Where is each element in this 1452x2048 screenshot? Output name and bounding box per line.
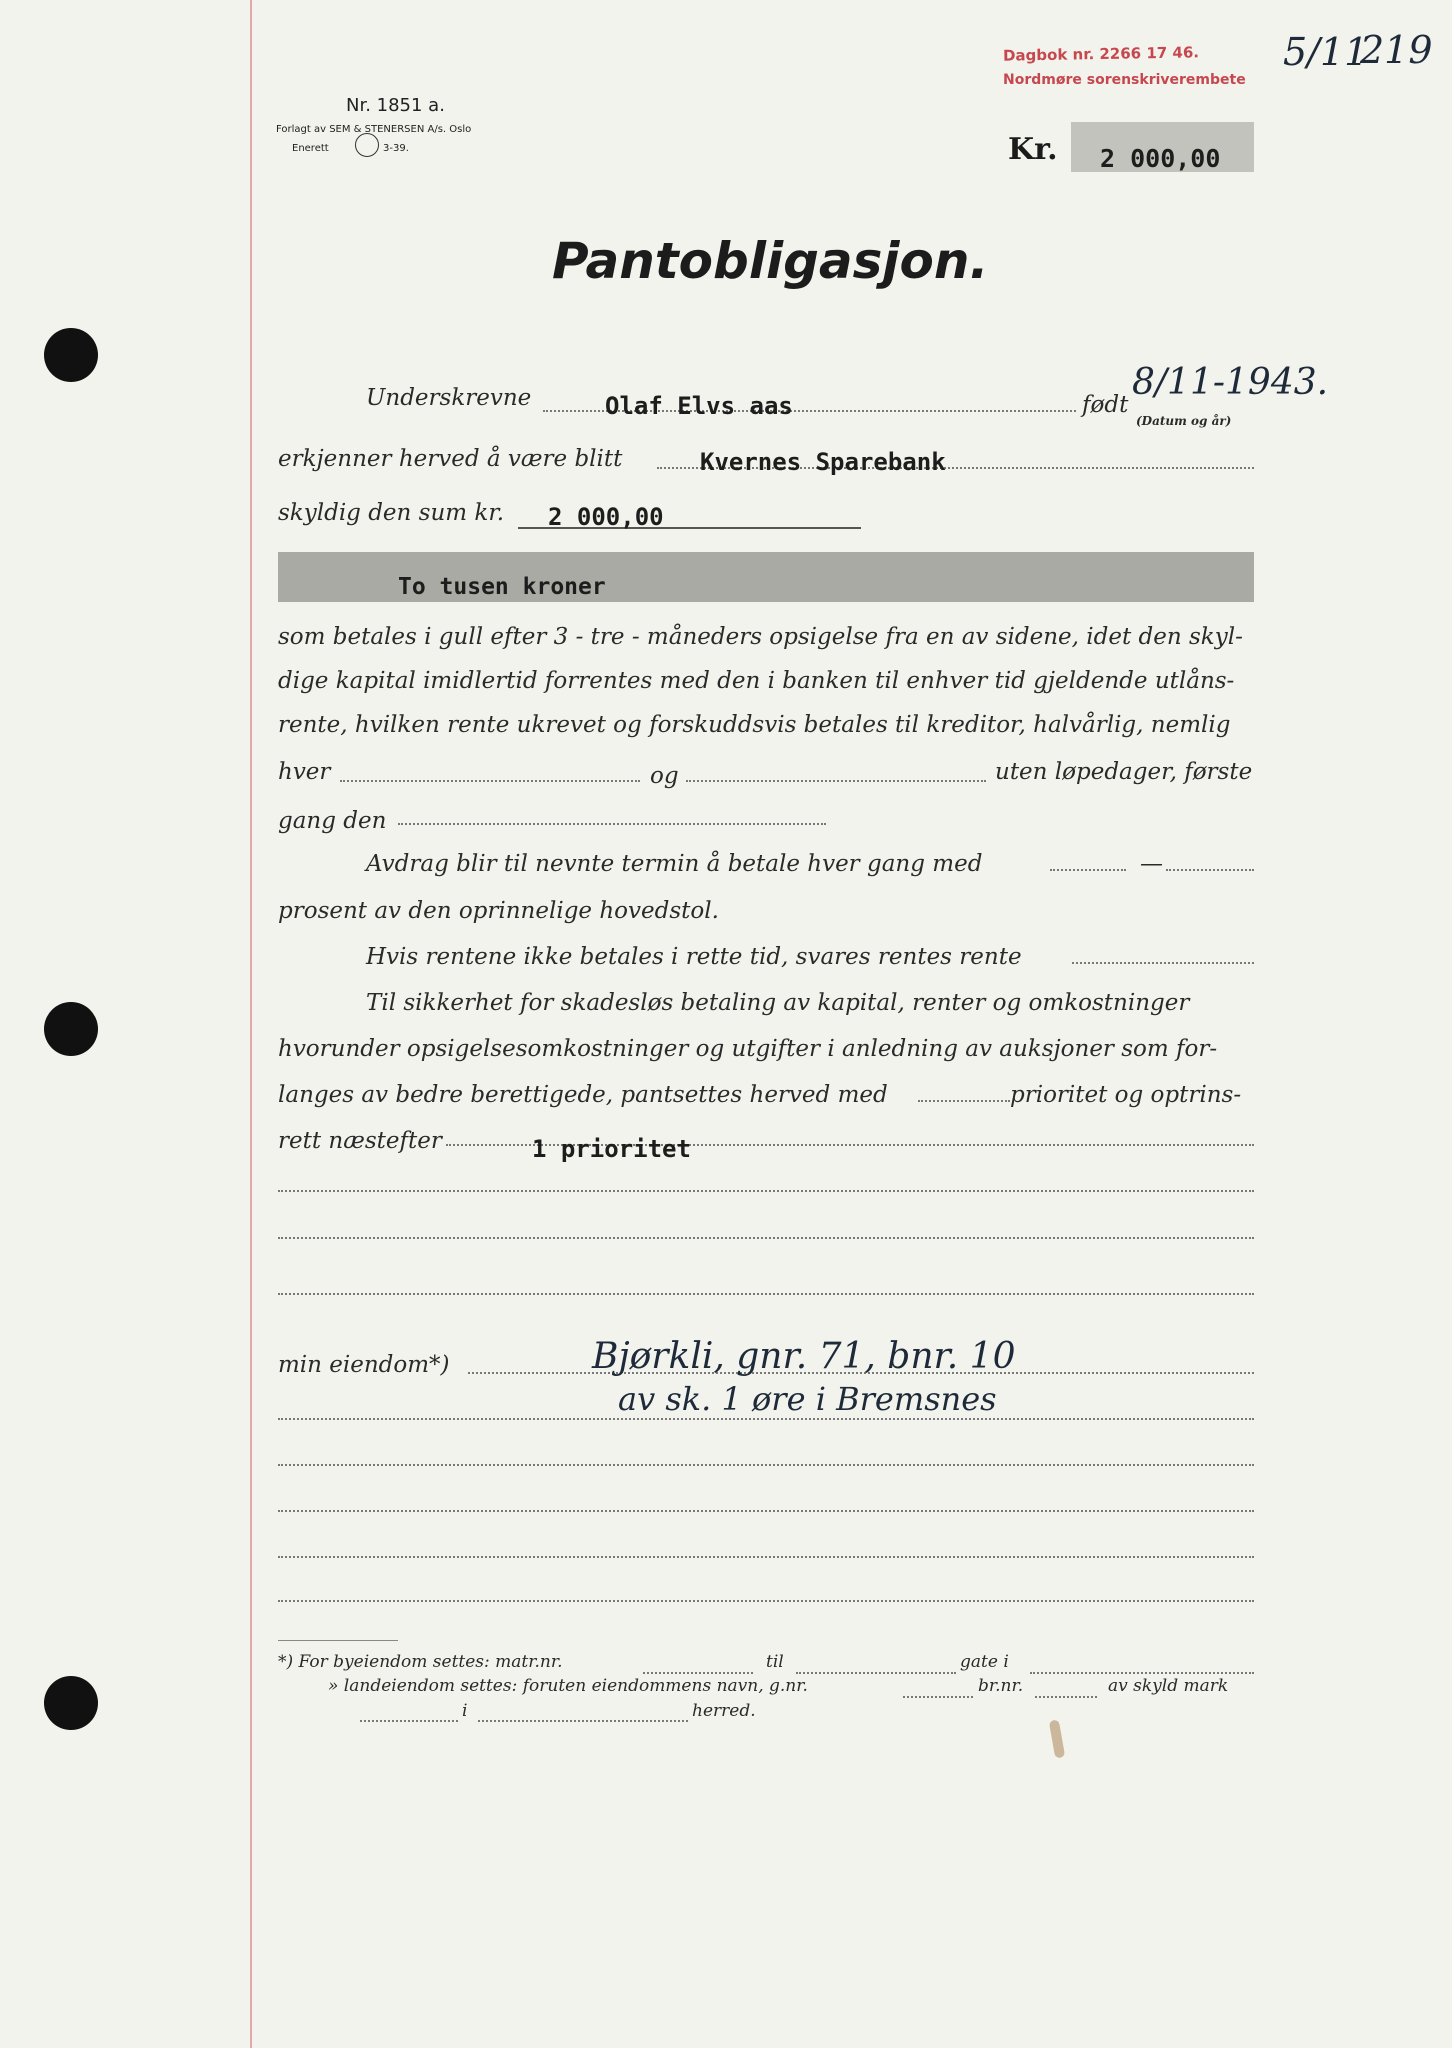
punch-hole bbox=[44, 1002, 98, 1056]
creditor-label: erkjenner herved å være blitt bbox=[278, 446, 623, 472]
sum-value: 2 000,00 bbox=[548, 503, 664, 531]
avdrag-line bbox=[1050, 869, 1126, 871]
blank-line bbox=[278, 1600, 1254, 1602]
footnote-line-2c: av skyld mark bbox=[1108, 1676, 1229, 1696]
amount-label: Kr. bbox=[1008, 132, 1058, 167]
security-line-3: langes av bedre berettigede, pantsettes herved med bbox=[278, 1082, 888, 1108]
footnote-dots bbox=[360, 1720, 458, 1722]
registration-stamp-number: Dagbok nr. 2266 17 46. bbox=[1002, 43, 1200, 65]
blank-line bbox=[278, 1237, 1254, 1239]
footnote-dots bbox=[796, 1672, 956, 1674]
stamp-handwritten-date: 5/11 bbox=[1283, 30, 1369, 74]
born-label: født bbox=[1082, 392, 1129, 418]
renter-text: Hvis rentene ikke betales i rette tid, svares rentes rente bbox=[366, 944, 1022, 970]
undersigned-label: Underskrevne bbox=[366, 385, 532, 411]
registration-stamp-office: Nordmøre sorenskriverembete bbox=[1003, 72, 1246, 88]
blank-line bbox=[278, 1464, 1254, 1466]
footnote-line-1a: *) For byeiendom settes: matr.nr. bbox=[278, 1652, 563, 1672]
renter-line bbox=[1072, 962, 1254, 964]
footnote-line-1c: gate i bbox=[960, 1652, 1009, 1672]
og-label: og bbox=[650, 763, 679, 789]
footnote-dots bbox=[478, 1720, 688, 1722]
terms-line-1: som betales i gull efter 3 - tre - måneders opsigelse fra en av sidene, idet den skyl- bbox=[278, 624, 1243, 650]
publisher-date: 3-39. bbox=[383, 143, 409, 154]
property-line-2 bbox=[278, 1418, 1254, 1420]
blank-line bbox=[278, 1293, 1254, 1295]
born-value: 8/11-1943. bbox=[1132, 362, 1329, 403]
publisher-logo bbox=[355, 133, 379, 157]
sum-words: To tusen kroner bbox=[398, 574, 606, 600]
security-line-1: Til sikkerhet for skadesløs betaling av kapital, renter og omkostninger bbox=[366, 990, 1190, 1016]
document-title: Pantobligasjon. bbox=[552, 232, 989, 290]
punch-hole bbox=[44, 1676, 98, 1730]
priority-blank-line bbox=[918, 1100, 1010, 1102]
terms-line-3: rente, hvilken rente ukrevet og forskuddsvis betales til kreditor, halvårlig, nemlig bbox=[278, 712, 1231, 738]
gang-line bbox=[398, 823, 826, 825]
footnote-line-3b: herred. bbox=[692, 1701, 756, 1721]
uten-label: uten løpedager, første bbox=[995, 759, 1253, 785]
priority-value: 1 prioritet bbox=[532, 1135, 691, 1163]
footnote-dots bbox=[643, 1672, 753, 1674]
property-label: min eiendom*) bbox=[278, 1352, 450, 1378]
terms-line-2: dige kapital imidlertid forrentes med den i banken til enhver tid gjeldende utlåns- bbox=[278, 668, 1235, 694]
undersigned-name: Olaf Elvs aas bbox=[605, 392, 793, 420]
footnote-line-3a: i bbox=[462, 1701, 468, 1721]
sum-label: skyldig den sum kr. bbox=[278, 500, 505, 526]
avdrag-line-2 bbox=[1166, 869, 1254, 871]
margin-line bbox=[250, 0, 252, 2048]
hver-label: hver bbox=[278, 759, 331, 785]
security-line-2: hvorunder opsigelsesomkostninger og utgifter i anledning av auksjoner som for- bbox=[278, 1036, 1218, 1062]
hver-line bbox=[340, 780, 640, 782]
gang-label: gang den bbox=[278, 808, 387, 834]
publisher-enerett: Enerett bbox=[292, 143, 329, 154]
property-handwritten-2: av sk. 1 øre i Bremsnes bbox=[618, 1380, 997, 1418]
page-number: 219 bbox=[1360, 28, 1433, 72]
blank-line bbox=[278, 1556, 1254, 1558]
footnote-dots bbox=[1030, 1672, 1254, 1674]
blank-line bbox=[278, 1190, 1254, 1192]
security-line-3b: prioritet og optrins- bbox=[1010, 1082, 1242, 1108]
og-line bbox=[686, 780, 986, 782]
footnote-dots bbox=[903, 1696, 973, 1698]
footnote-dots bbox=[1035, 1696, 1097, 1698]
ink-blot bbox=[1049, 1719, 1065, 1758]
avdrag-dash: — bbox=[1140, 851, 1163, 877]
born-hint: (Datum og år) bbox=[1136, 414, 1232, 428]
property-handwritten-1: Bjørkli, gnr. 71, bnr. 10 bbox=[592, 1336, 1016, 1377]
amount-value: 2 000,00 bbox=[1100, 144, 1221, 173]
punch-hole bbox=[44, 328, 98, 382]
footnote-rule bbox=[278, 1640, 398, 1641]
form-number: Nr. 1851 a. bbox=[346, 95, 445, 116]
footnote-line-2a: » landeiendom settes: foruten eiendommens navn, g.nr. bbox=[328, 1676, 808, 1696]
creditor-value: Kvernes Sparebank bbox=[700, 448, 946, 476]
footnote-line-2b: br.nr. bbox=[978, 1676, 1024, 1696]
blank-line bbox=[278, 1510, 1254, 1512]
naest-label: rett næstefter bbox=[278, 1128, 442, 1154]
footnote-line-1b: til bbox=[766, 1652, 784, 1672]
avdrag-text: Avdrag blir til nevnte termin å betale hver gang med bbox=[366, 851, 983, 877]
publisher-line: Forlagt av SEM & STENERSEN A/s. Oslo bbox=[276, 124, 472, 135]
prosent-text: prosent av den oprinnelige hovedstol. bbox=[278, 898, 719, 924]
